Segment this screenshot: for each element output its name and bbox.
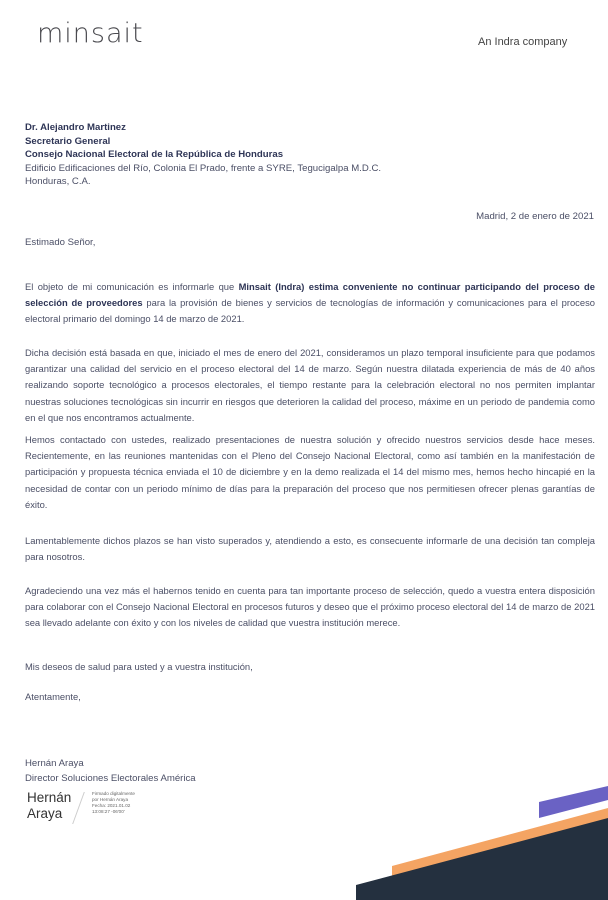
signature-last: Araya [27,806,63,821]
signatory-title: Director Soluciones Electorales América [25,773,196,784]
signature-detail-1: Firmado digitalmente [92,791,135,796]
paragraph-1-text-b: para la provisión de bienes y servicios de tecnologías de información y comunicaciones para el proceso electoral primario del domingo 14 de marzo de 2021. [25,297,595,325]
paragraph-2: Dicha decisión está basada en que, iniciado el mes de enero del 2021, consideramos un plazo temporal insuficiente para que podamos garantizar una calidad del servicio en el proceso electoral del 14 de marzo. Según nuestra dilatada experiencia de más de 40 años realizando soporte tecnológico a procesos electorales, el tiempo restante para la celebración electoral no nos permiten implantar nuestras soluciones tecnológicas sin incurrir en riesgos que deterioren la calidad del proceso, máxime en un periodo de pandemia como en el que nos encontramos actualmente. [25,347,595,423]
paragraph-5: Agradeciendo una vez más el habernos tenido en cuenta para tan importante proceso de selección, quedo a vuestra entera disposición para colaborar con el Consejo Nacional Electoral en procesos futuros y deseo que el próximo proceso electoral del 14 de marzo de 2021 sea llevado adelante con éxito y con los niveles de calidad que vuestra institución merece. [25,585,595,629]
minsait-logo: minsait [37,18,144,49]
paragraph-1-text-a: El objeto de mi comunicación es informarle que [25,281,239,292]
recipient-address-line2: Honduras, C.A. [25,176,91,188]
footer-navy-block [356,818,608,900]
indra-tagline: An Indra company [478,36,568,48]
salutation: Estimado Señor, [25,237,96,248]
signature-detail-3: Fecha: 2021.01.02 [92,803,131,808]
signature-detail-4: 13:08:27 -06'00' [92,809,125,814]
recipient-title: Secretario General [25,135,111,147]
paragraph-4: Lamentablemente dichos plazos se han visto superados y, atendiendo a esto, es consecuente informarle de una decisión tan compleja para nosotros. [25,535,595,563]
recipient-name: Dr. Alejandro Martinez [25,122,126,133]
closing: Atentamente, [25,691,81,702]
signature-first: Hernán [27,790,72,805]
paragraph-1-bold: Minsait (Indra) estima conveniente no continuar participando del proceso de selección de proveedores [25,281,595,309]
recipient-organization: Consejo Nacional Electoral de la República de Honduras [25,149,284,161]
letter-date: Madrid, 2 de enero de 2021 [476,211,594,222]
paragraph-6: Mis deseos de salud para usted y a vuestra institución, [25,661,253,672]
paragraph-3: Hemos contactado con ustedes, realizado presentaciones de nuestra solución y ofrecido nuestros servicios desde hace meses. Recientemente, en las reuniones mantenidas con el Pleno del Consejo Nacional Electoral, como así también en la manifestación de participación y propuesta técnica enviada el 10 de diciembre y en la demo realizada el 14 del mismo mes, hemos hecho hincapié en la necesidad de contar con un periodo mínimo de días para la preparación del proceso que nos permitiesen ofrecer plenas garantías de éxito. [25,434,595,510]
recipient-address-line1: Edificio Edificaciones del Río, Colonia El Prado, frente a SYRE, Tegucigalpa M.D.C. [25,162,382,174]
signature-detail-2: por Hernán Araya [92,797,129,802]
signatory-name: Hernán Araya [25,758,84,769]
